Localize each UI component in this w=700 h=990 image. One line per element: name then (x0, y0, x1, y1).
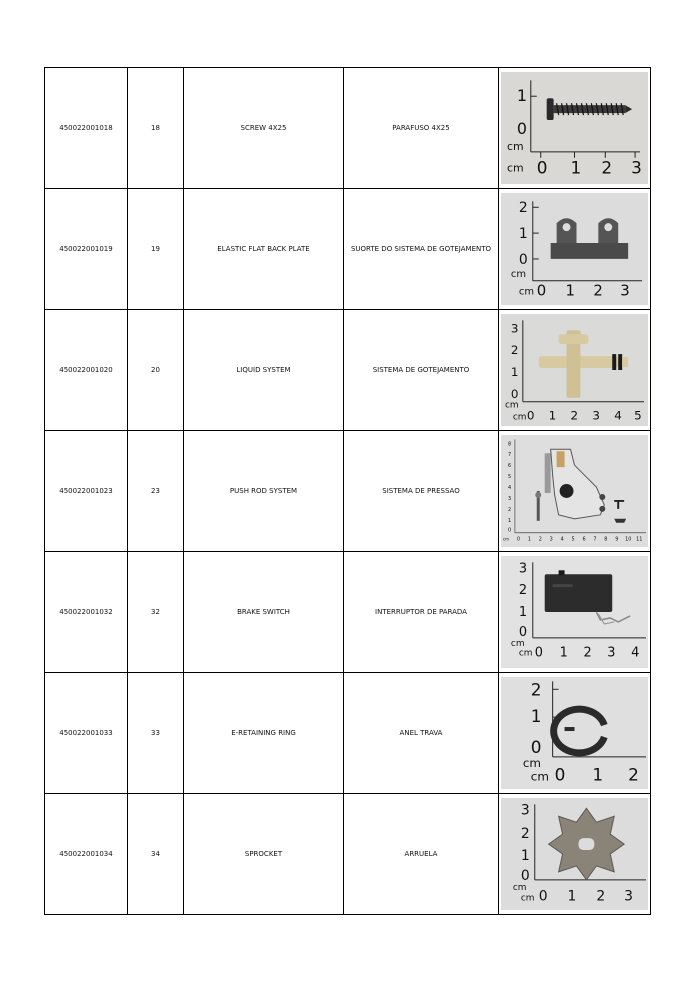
e-retaining-ring-icon (501, 677, 648, 789)
position-cell: 32 (128, 552, 184, 673)
push-rod-system-icon (501, 435, 648, 547)
y-tick-label: 0 (518, 251, 528, 268)
part-number-cell: 450022001023 (45, 431, 128, 552)
x-tick-label: 1 (567, 888, 577, 905)
y-tick-label: 3 (520, 802, 530, 819)
y-tick-label: 1 (507, 517, 512, 524)
description-pt-cell: ANEL TRAVA (344, 673, 499, 794)
liquid-system-icon (501, 314, 648, 426)
x-tick-label: 3 (607, 645, 616, 661)
x-tick-label: 8 (604, 536, 608, 543)
unit-label: cm (506, 139, 524, 153)
description-en-cell: E-RETAINING RING (184, 673, 344, 794)
y-tick-label: 4 (507, 485, 512, 492)
y-tick-label: 1 (530, 706, 542, 727)
y-tick-label: 0 (516, 118, 528, 138)
part-number-cell: 450022001032 (45, 552, 128, 673)
y-tick-label: 2 (510, 343, 519, 358)
screw-icon (501, 72, 648, 184)
description-pt-cell: PARAFUSO 4X25 (344, 68, 499, 189)
part-number-cell: 450022001019 (45, 189, 128, 310)
description-pt-cell: SISTEMA DE GOTEJAMENTO (344, 310, 499, 431)
y-tick-label: 6 (507, 463, 512, 470)
x-tick-label: 0 (534, 645, 543, 661)
description-pt-cell: SUORTE DO SISTEMA DE GOTEJAMENTO (344, 189, 499, 310)
position-cell: 20 (128, 310, 184, 431)
y-tick-label: 1 (516, 86, 528, 106)
y-tick-label: 3 (510, 321, 519, 336)
x-tick-label: 0 (538, 888, 548, 905)
y-tick-label: 1 (518, 226, 528, 243)
x-tick-label: 3 (624, 888, 634, 905)
part-photo-cell (499, 794, 651, 915)
x-tick-label: 1 (527, 536, 531, 543)
y-tick-label: 0 (507, 527, 512, 534)
table-row (45, 189, 651, 310)
part-photo-cell (499, 189, 651, 310)
x-tick-label: 1 (559, 645, 568, 661)
x-tick-label: 3 (592, 408, 600, 423)
unit-label: cm (504, 400, 519, 411)
x-tick-label: 5 (634, 408, 642, 423)
x-tick-label: 2 (538, 536, 542, 543)
unit-label: cm (510, 268, 527, 280)
y-tick-label: 3 (507, 495, 512, 502)
part-photo (501, 314, 648, 426)
x-tick-label: 4 (614, 408, 622, 423)
sprocket-icon (501, 798, 648, 910)
x-tick-label: 1 (565, 281, 576, 300)
x-tick-label: 9 (615, 536, 619, 543)
position-cell: 18 (128, 68, 184, 189)
y-tick-label: 0 (518, 624, 528, 640)
y-tick-label: 1 (520, 847, 530, 864)
position-cell: 34 (128, 794, 184, 915)
x-tick-label: 2 (601, 157, 613, 178)
unit-label: cm (512, 412, 527, 423)
x-tick-label: 2 (596, 888, 606, 905)
x-tick-label: 0 (536, 157, 548, 178)
x-tick-label: 0 (516, 536, 521, 543)
unit-label: cm (518, 648, 533, 659)
x-tick-label: 1 (548, 408, 557, 423)
part-photo-cell (499, 68, 651, 189)
part-photo (501, 72, 648, 184)
position-cell: 33 (128, 673, 184, 794)
unit-label: cm (520, 893, 535, 904)
y-tick-label: 2 (530, 679, 542, 700)
description-en-cell: PUSH ROD SYSTEM (184, 431, 344, 552)
unit-label: cm (506, 161, 524, 175)
position-cell: 19 (128, 189, 184, 310)
x-tick-label: 5 (571, 536, 575, 543)
part-photo (501, 193, 648, 305)
x-tick-label: 0 (536, 281, 547, 300)
description-en-cell: LIQUID SYSTEM (184, 310, 344, 431)
y-tick-label: 2 (507, 506, 512, 513)
part-photo (501, 677, 648, 789)
x-tick-label: 7 (593, 536, 597, 543)
x-tick-label: 3 (549, 536, 553, 543)
x-tick-label: 10 (625, 536, 632, 543)
y-tick-label: 0 (510, 386, 519, 401)
y-tick-label: 1 (518, 604, 528, 620)
brake-switch-icon (501, 556, 648, 668)
part-photo-cell (499, 552, 651, 673)
description-pt-cell: ARRUELA (344, 794, 499, 915)
y-tick-label: 2 (518, 583, 528, 599)
part-number-cell: 450022001018 (45, 68, 128, 189)
description-pt-cell: INTERRUPTOR DE PARADA (344, 552, 499, 673)
table-row (45, 68, 651, 189)
x-tick-label: 6 (582, 536, 586, 543)
x-tick-label: 3 (631, 157, 642, 178)
x-tick-label: 2 (583, 645, 592, 661)
x-tick-label: 4 (560, 536, 564, 543)
part-photo (501, 435, 648, 547)
x-tick-label: 2 (628, 764, 639, 785)
x-tick-label: 4 (631, 645, 640, 661)
part-photo-cell (499, 673, 651, 794)
y-tick-label: 2 (520, 826, 530, 843)
part-photo (501, 798, 648, 910)
x-tick-label: 1 (592, 764, 604, 785)
y-tick-label: 0 (530, 736, 542, 757)
part-photo (501, 556, 648, 668)
x-tick-label: 2 (593, 281, 603, 300)
table-row (45, 673, 651, 794)
y-tick-label: 8 (507, 441, 512, 448)
unit-label: cm (530, 769, 549, 784)
y-tick-label: 2 (518, 200, 528, 217)
part-number-cell: 450022001020 (45, 310, 128, 431)
part-number-cell: 450022001034 (45, 794, 128, 915)
description-en-cell: SCREW 4X25 (184, 68, 344, 189)
y-tick-label: 0 (520, 867, 530, 884)
table-row (45, 552, 651, 673)
part-photo-cell (499, 431, 651, 552)
x-tick-label: 0 (526, 408, 535, 423)
x-tick-label: 11 (636, 536, 643, 543)
position-cell: 23 (128, 431, 184, 552)
y-tick-label: 3 (518, 561, 528, 577)
unit-label: cm (510, 638, 525, 649)
part-photo-cell (499, 310, 651, 431)
x-tick-label: 2 (570, 408, 579, 423)
description-en-cell: BRAKE SWITCH (184, 552, 344, 673)
part-number-cell: 450022001033 (45, 673, 128, 794)
unit-label: cm (518, 286, 535, 298)
x-tick-label: 0 (554, 764, 566, 785)
unit-label: cm (512, 882, 527, 893)
x-tick-label: 3 (620, 281, 630, 300)
description-en-cell: ELASTIC FLAT BACK PLATE (184, 189, 344, 310)
table-row (45, 794, 651, 915)
y-tick-label: 5 (507, 474, 512, 481)
y-tick-label: 1 (510, 364, 519, 379)
description-en-cell: SPROCKET (184, 794, 344, 915)
x-tick-label: 1 (570, 157, 582, 178)
table-row (45, 431, 651, 552)
back-plate-icon (501, 193, 648, 305)
y-tick-label: 7 (507, 452, 512, 459)
unit-label: cm (502, 536, 510, 542)
table-row (45, 310, 651, 431)
description-pt-cell: SISTEMA DE PRESSAO (344, 431, 499, 552)
parts-table (44, 67, 651, 915)
unit-label: cm (522, 755, 542, 770)
